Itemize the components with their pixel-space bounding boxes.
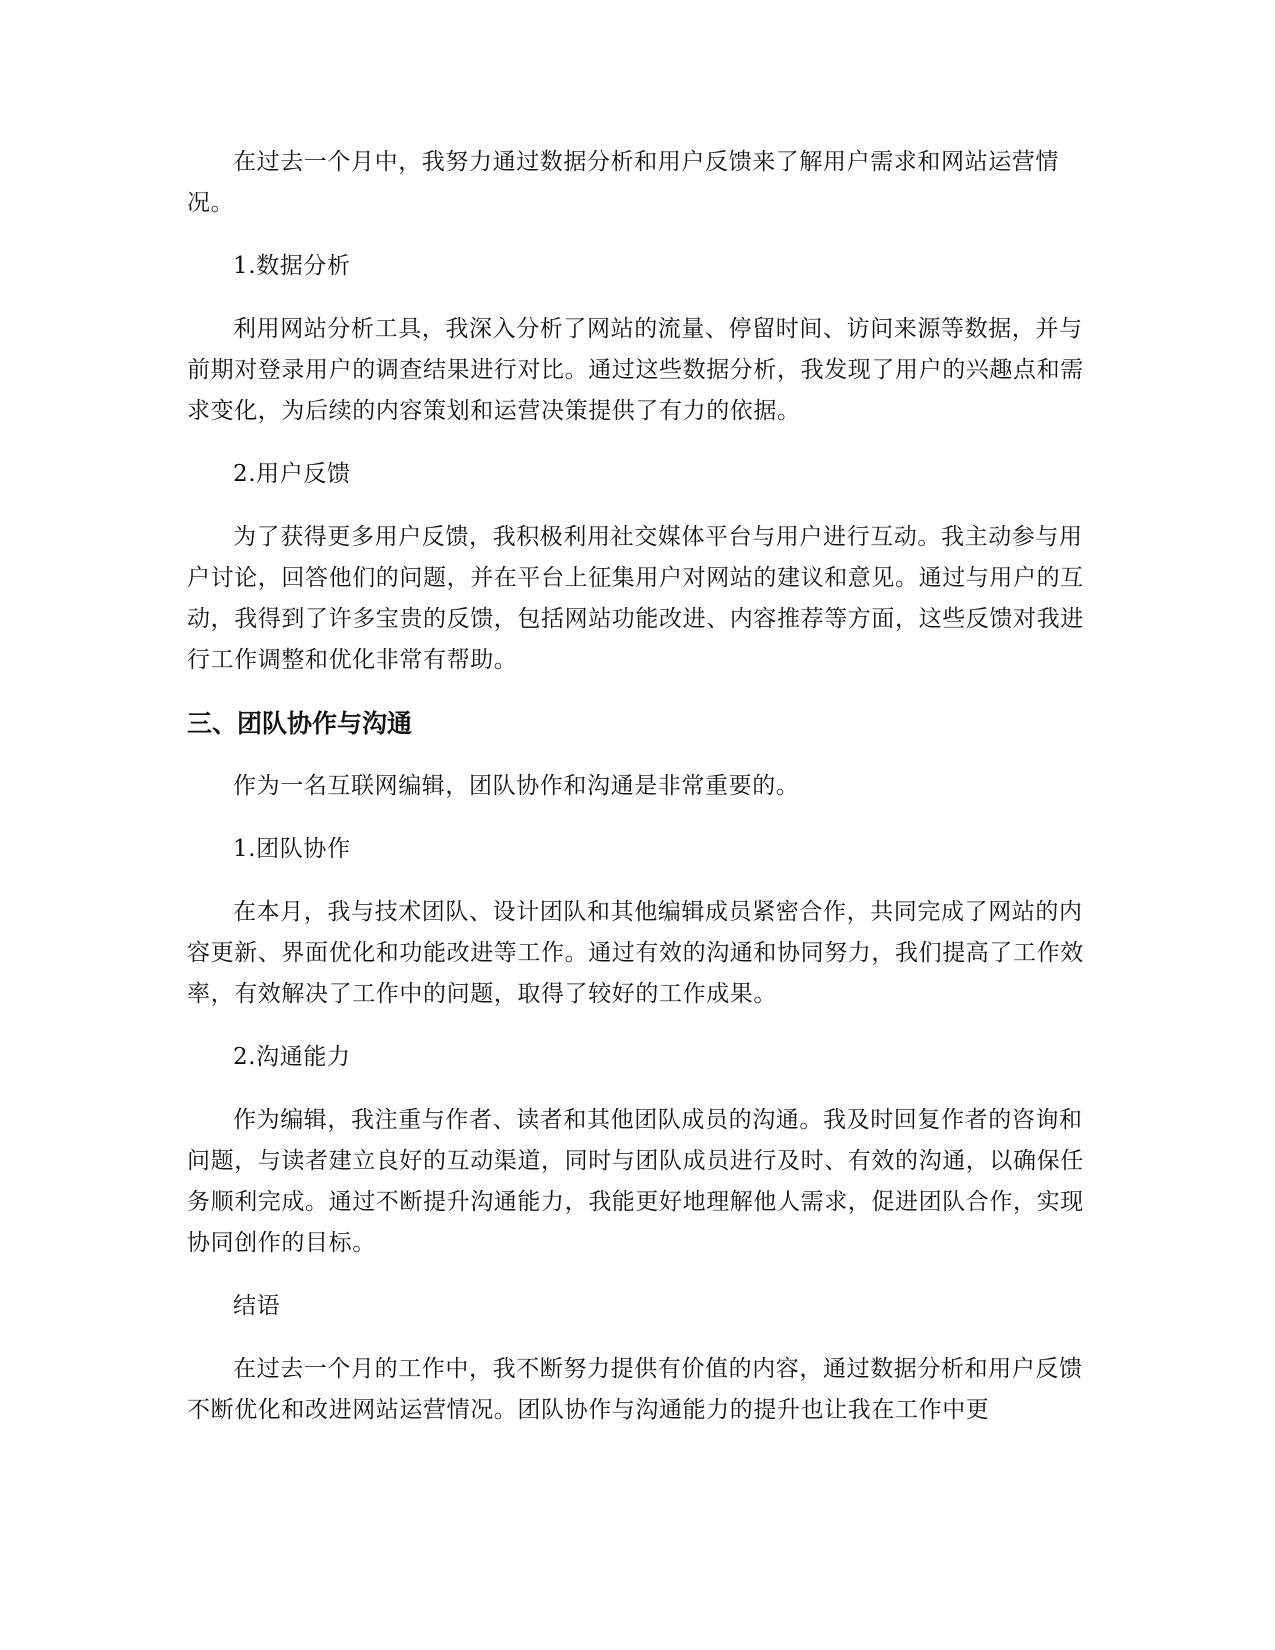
subheading-user-feedback: 2.用户反馈 bbox=[233, 461, 351, 487]
communication-paragraph: 作为编辑，我注重与作者、读者和其他团队成员的沟通。我及时回复作者的咨询和问题，与读者建立良好的互动渠道，同时与团队成员进行及时、有效的沟通，以确保任务顺利完成。通过不断提升沟通能力，我能更好地理解他人需求，促进团队合作，实现协同创作的目标。 bbox=[187, 1107, 1084, 1256]
conclusion-paragraph: 在过去一个月的工作中，我不断努力提供有价值的内容，通过数据分析和用户反馈不断优化和改进网站运营情况。团队协作与沟通能力的提升也让我在工作中更 bbox=[187, 1356, 1083, 1423]
team-collaboration-paragraph: 在本月，我与技术团队、设计团队和其他编辑成员紧密合作，共同完成了网站的内容更新、界面优化和功能改进等工作。通过有效的沟通和协同努力，我们提高了工作效率，有效解决了工作中的问题，取得了较好的工作成果。 bbox=[187, 899, 1084, 1007]
section-heading-team-communication: 三、团队协作与沟通 bbox=[187, 709, 413, 738]
section3-intro-paragraph: 作为一名互联网编辑，团队协作和沟通是非常重要的。 bbox=[233, 773, 800, 799]
subheading-data-analysis: 1.数据分析 bbox=[233, 253, 351, 279]
subheading-communication: 2.沟通能力 bbox=[233, 1044, 351, 1070]
subheading-conclusion: 结语 bbox=[233, 1293, 281, 1319]
user-feedback-paragraph: 为了获得更多用户反馈，我积极利用社交媒体平台与用户进行互动。我主动参与用户讨论，回答他们的问题，并在平台上征集用户对网站的建议和意见。通过与用户的互动，我得到了许多宝贵的反馈，包括网站功能改进、内容推荐等方面，这些反馈对我进行工作调整和优化非常有帮助。 bbox=[187, 524, 1084, 673]
subheading-team-collaboration: 1.团队协作 bbox=[233, 836, 351, 862]
data-analysis-paragraph: 利用网站分析工具，我深入分析了网站的流量、停留时间、访问来源等数据，并与前期对登录用户的调查结果进行对比。通过这些数据分析，我发现了用户的兴趣点和需求变化，为后续的内容策划和运营决策提供了有力的依据。 bbox=[187, 316, 1084, 424]
intro-paragraph: 在过去一个月中，我努力通过数据分析和用户反馈来了解用户需求和网站运营情况。 bbox=[187, 149, 1059, 216]
document-body bbox=[187, 142, 1087, 1431]
